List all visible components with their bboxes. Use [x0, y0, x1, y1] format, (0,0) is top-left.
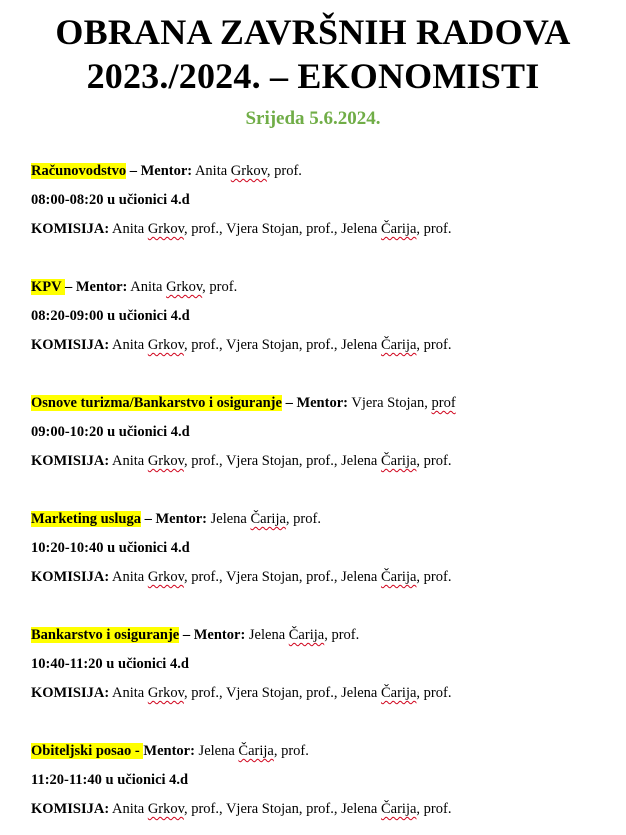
- commission-name: Anita: [111, 569, 145, 585]
- commission-end: , prof.: [416, 569, 452, 585]
- mentor-first-name: Jelena: [210, 511, 247, 527]
- commission-end: , prof.: [416, 453, 452, 469]
- commission-name-spellcheck: Grkov: [147, 453, 184, 469]
- mentor-label: Mentor:: [143, 743, 195, 759]
- mentor-suffix: , prof.: [273, 743, 309, 759]
- commission-name-spellcheck: Čarija: [380, 569, 417, 585]
- time-room: 08:20-09:00 u učionici 4.d: [31, 308, 190, 324]
- commission-name: Anita: [111, 453, 145, 469]
- commission-end: , prof.: [416, 221, 452, 237]
- subject-name: KPV: [31, 279, 65, 295]
- time-room-line: [31, 534, 621, 563]
- commission-label: KOMISIJA:: [31, 685, 110, 701]
- commission-line: [31, 563, 621, 592]
- subject-name: Bankarstvo i osiguranje: [31, 627, 180, 643]
- commission-line: [31, 447, 621, 476]
- mentor-last-name: Stojan,: [387, 395, 428, 411]
- commission-label: KOMISIJA:: [31, 221, 110, 237]
- mentor-suffix: , prof.: [285, 511, 321, 527]
- commission-name-spellcheck: Grkov: [147, 801, 184, 817]
- title-line-1: OBRANA ZAVRŠNIH RADOVA: [55, 12, 571, 52]
- separator: –: [126, 163, 141, 179]
- subject-name: Računovodstvo: [31, 163, 127, 179]
- commission-name-spellcheck: Grkov: [147, 221, 184, 237]
- separator: –: [281, 395, 297, 411]
- time-room: 08:00-08:20 u učionici 4.d: [31, 192, 190, 208]
- mentor-last-name: Čarija: [288, 627, 325, 643]
- mentor-suffix: , prof.: [324, 627, 360, 643]
- subject-name: Marketing usluga: [31, 511, 141, 527]
- mentor-suffix: , prof.: [202, 279, 238, 295]
- commission-line: [31, 331, 621, 360]
- commission-label: KOMISIJA:: [31, 569, 110, 585]
- commission-middle: , prof., Vjera Stojan, prof., Jelena: [183, 453, 378, 469]
- commission-name-spellcheck: Čarija: [380, 453, 417, 469]
- mentor-last-name: Čarija: [250, 511, 286, 527]
- mentor-suffix: , prof.: [266, 163, 302, 179]
- commission-end: , prof.: [416, 337, 452, 353]
- commission-label: KOMISIJA:: [31, 453, 110, 469]
- mentor-label: Mentor:: [155, 511, 207, 527]
- commission-name-spellcheck: Grkov: [147, 569, 184, 585]
- commission-line: [31, 215, 621, 244]
- mentor-first-name: Anita: [130, 279, 163, 295]
- title-line-2: 2023./2024. – EKONOMISTI: [86, 56, 540, 96]
- subject-mentor-line: [31, 621, 621, 650]
- subject-mentor-line: [31, 389, 621, 418]
- commission-name: Anita: [111, 685, 145, 701]
- mentor-last-name: Čarija: [238, 743, 274, 759]
- subject-name: Osnove turizma/Bankarstvo i osiguranje: [31, 395, 282, 411]
- time-room-line: [31, 650, 621, 679]
- time-room-line: [31, 766, 621, 795]
- time-room: 09:00-10:20 u učionici 4.d: [31, 424, 190, 440]
- mentor-first-name: Jelena: [248, 627, 286, 643]
- commission-name: Anita: [111, 337, 145, 353]
- separator: –: [140, 511, 156, 527]
- time-room: 10:20-10:40 u učionici 4.d: [31, 540, 190, 556]
- commission-middle: , prof., Vjera Stojan, prof., Jelena: [183, 221, 378, 237]
- time-room-line: [31, 418, 621, 447]
- time-room: 10:40-11:20 u učionici 4.d: [31, 656, 189, 672]
- mentor-first-name: Vjera: [351, 395, 384, 411]
- session-block: [31, 273, 621, 360]
- mentor-first-name: Anita: [194, 163, 228, 179]
- mentor-label: Mentor:: [75, 279, 128, 295]
- mentor-last-name: Grkov: [166, 279, 203, 295]
- session-block: [31, 621, 621, 708]
- time-room-line: [31, 302, 621, 331]
- subject-mentor-line: [31, 505, 621, 534]
- commission-name-spellcheck: Čarija: [380, 685, 417, 701]
- commission-line: [31, 795, 621, 824]
- session-block: [31, 505, 621, 592]
- mentor-label: Mentor:: [296, 395, 348, 411]
- commission-name-spellcheck: Čarija: [380, 801, 417, 817]
- mentor-label: Mentor:: [193, 627, 246, 643]
- mentor-suffix: prof: [431, 395, 456, 411]
- session-block: [31, 389, 621, 476]
- time-room-line: [31, 186, 621, 215]
- commission-middle: , prof., Vjera Stojan, prof., Jelena: [183, 801, 378, 817]
- commission-label: KOMISIJA:: [31, 801, 110, 817]
- commission-end: , prof.: [416, 685, 452, 701]
- commission-label: KOMISIJA:: [31, 337, 110, 353]
- commission-line: [31, 679, 621, 708]
- commission-middle: , prof., Vjera Stojan, prof., Jelena: [183, 685, 378, 701]
- mentor-label: Mentor:: [140, 163, 193, 179]
- commission-end: , prof.: [416, 801, 452, 817]
- separator: –: [179, 627, 194, 643]
- subject-mentor-line: [31, 157, 621, 186]
- commission-name-spellcheck: Čarija: [380, 221, 417, 237]
- exam-date: Srijeda 5.6.2024.: [245, 108, 381, 129]
- separator: –: [64, 279, 76, 295]
- commission-name-spellcheck: Grkov: [147, 685, 184, 701]
- mentor-first-name: Jelena: [198, 743, 235, 759]
- commission-middle: , prof., Vjera Stojan, prof., Jelena: [183, 569, 378, 585]
- commission-name: Anita: [111, 221, 145, 237]
- commission-name-spellcheck: Grkov: [147, 337, 184, 353]
- subject-mentor-line: [31, 273, 621, 302]
- time-room: 11:20-11:40 u učionici 4.d: [31, 772, 189, 788]
- commission-middle: , prof., Vjera Stojan, prof., Jelena: [183, 337, 378, 353]
- commission-name-spellcheck: Čarija: [380, 337, 417, 353]
- mentor-last-name: Grkov: [230, 163, 267, 179]
- session-block: [31, 737, 621, 824]
- subject-name: Obiteljski posao -: [31, 743, 144, 759]
- session-block: [31, 157, 621, 244]
- subject-mentor-line: [31, 737, 621, 766]
- commission-name: Anita: [111, 801, 145, 817]
